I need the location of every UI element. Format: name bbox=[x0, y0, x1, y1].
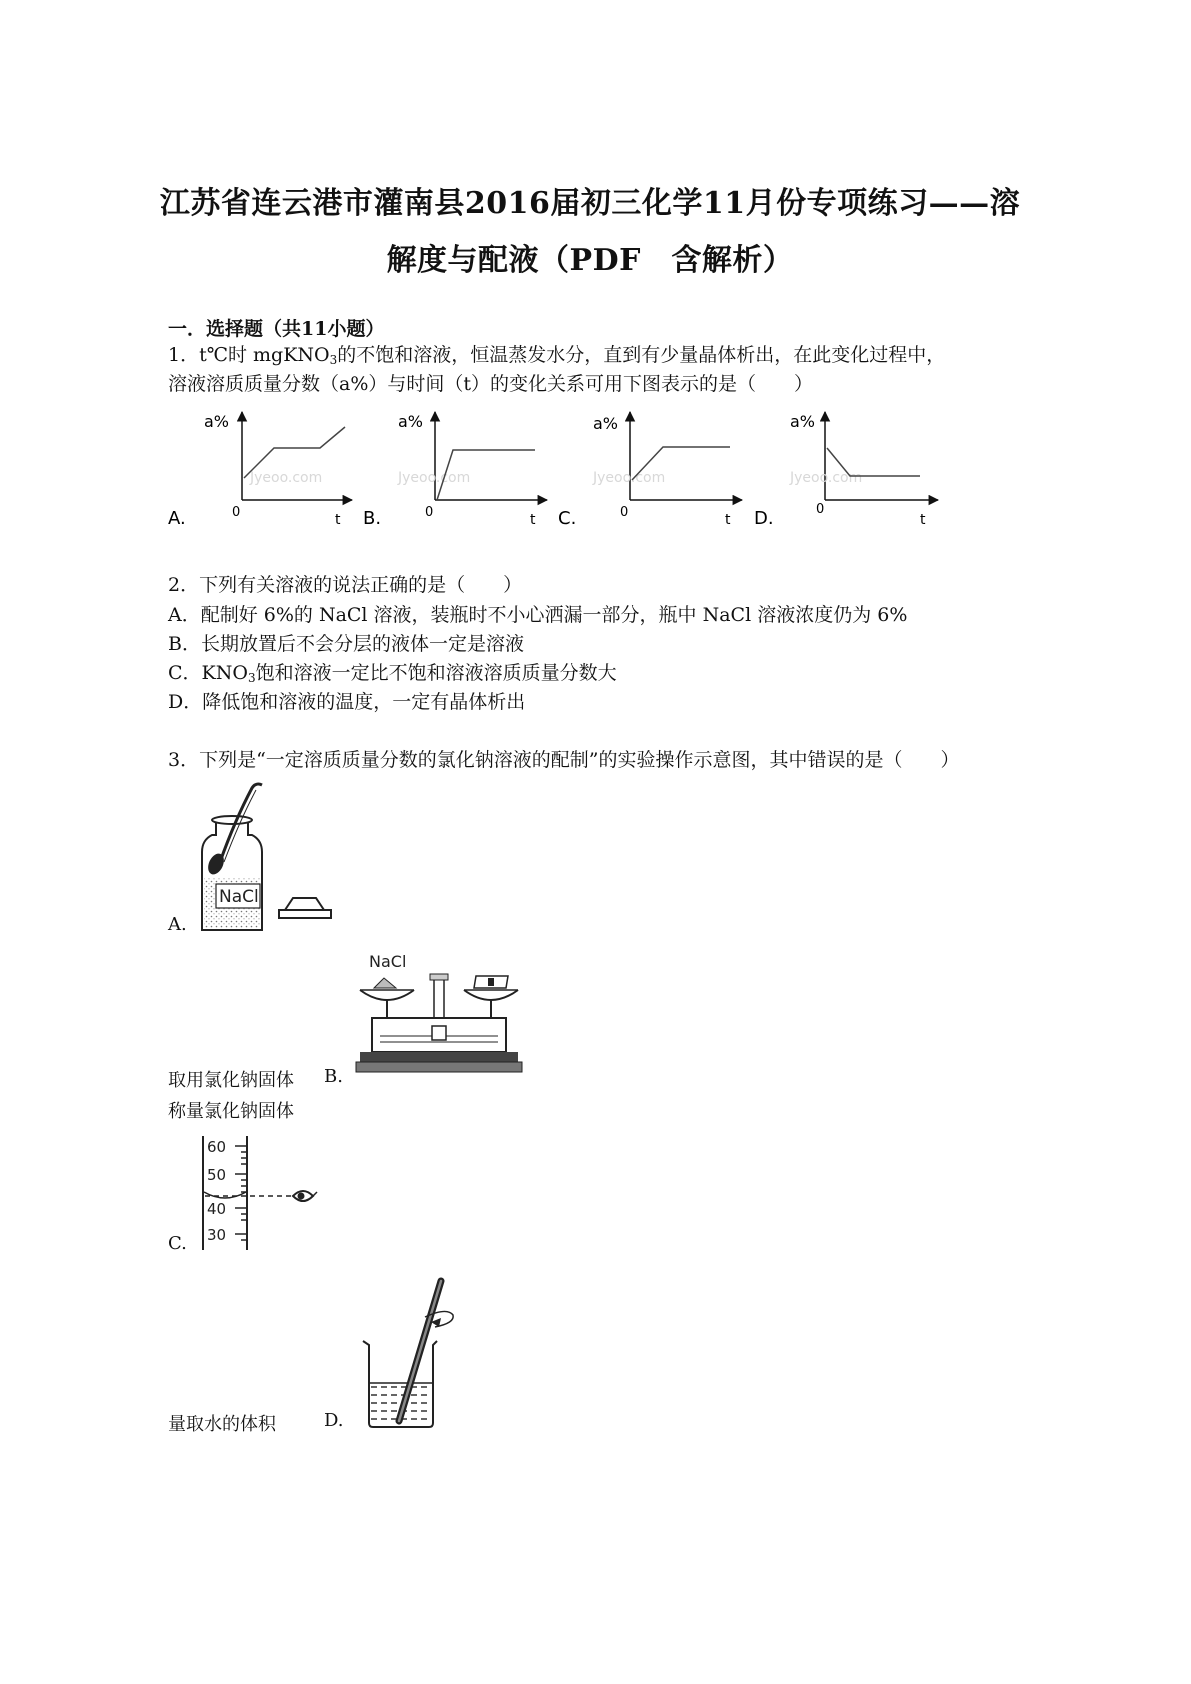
section-heading: 一．选择题（共11小题） bbox=[168, 318, 385, 340]
q1-graph-a-xlabel: t bbox=[335, 512, 341, 528]
q3-c-scale-30: 30 bbox=[207, 1226, 227, 1244]
q1-graph-d-ylabel: a% bbox=[790, 412, 816, 431]
q1-graph-a-origin: 0 bbox=[232, 505, 241, 520]
q1-graph-a-ylabel: a% bbox=[204, 412, 230, 431]
q3-b-balance-illustration bbox=[352, 950, 527, 1085]
q1-line1-sub: 3 bbox=[329, 353, 338, 367]
q1-graph-d bbox=[789, 412, 938, 528]
q3-b-caption: 称量氯化钠固体 bbox=[168, 1101, 294, 1122]
q1-option-a-label: A. bbox=[168, 508, 186, 529]
q1-graph-c-watermark: Jyeoo.com bbox=[593, 470, 666, 486]
q1-graph-d-origin: 0 bbox=[816, 502, 825, 517]
q1-graph-c bbox=[592, 412, 742, 528]
q3-c-cylinder-illustration bbox=[195, 1132, 325, 1254]
q1-graph-b-origin: 0 bbox=[425, 505, 434, 520]
q3-c-scale-50: 50 bbox=[207, 1166, 227, 1184]
q1-option-d-label: D. bbox=[754, 508, 774, 529]
q3-b-nacl-label: NaCl bbox=[369, 952, 407, 971]
q1-graph-c-origin: 0 bbox=[620, 505, 629, 520]
q1-line1-post: 的不饱和溶液，恒温蒸发水分，直到有少量晶体析出，在此变化过程中， bbox=[337, 344, 946, 366]
q2-stem: 2．下列有关溶液的说法正确的是（ ） bbox=[168, 574, 523, 596]
q3-option-d-label: D. bbox=[324, 1410, 344, 1431]
q1-graph-b bbox=[397, 412, 547, 528]
q1-graph-d-xlabel: t bbox=[920, 512, 926, 528]
q1-graph-a-watermark: Jyeoo.com bbox=[250, 470, 323, 486]
q3-d-beaker-illustration bbox=[355, 1275, 465, 1435]
q1-graphs bbox=[160, 400, 960, 535]
q1-option-b-label: B. bbox=[363, 508, 382, 529]
q1-graph-b-watermark: Jyeoo.com bbox=[398, 470, 471, 486]
q3-c-scale-60: 60 bbox=[207, 1138, 227, 1156]
q3-c-scale-40: 40 bbox=[207, 1200, 227, 1218]
q2-option-a: A．配制好 6%的 NaCl 溶液，装瓶时不小心洒漏一部分，瓶中 NaCl 溶液浓度仍为 6% bbox=[168, 604, 908, 626]
q3-a-jar-label: NaCl bbox=[219, 887, 259, 907]
q1-graph-a bbox=[204, 412, 352, 528]
q1-graph-c-ylabel: a% bbox=[593, 414, 619, 433]
eye-icon bbox=[293, 1191, 317, 1201]
q2-option-b: B．长期放置后不会分层的液体一定是溶液 bbox=[168, 633, 524, 655]
q2-option-c-sub: 3 bbox=[247, 671, 256, 685]
q1-graph-d-watermark: Jyeoo.com bbox=[790, 470, 863, 486]
q1-line1-pre: 1．t℃时 mgKNO bbox=[168, 344, 330, 366]
q1-graph-b-ylabel: a% bbox=[398, 412, 424, 431]
q3-a-bottle-illustration bbox=[190, 780, 340, 935]
q1-graph-c-xlabel: t bbox=[725, 512, 731, 528]
q2-option-c bbox=[168, 661, 617, 690]
q2-option-c-post: 饱和溶液一定比不饱和溶液溶质质量分数大 bbox=[255, 662, 617, 684]
q3-option-a-label: A. bbox=[168, 914, 187, 935]
q2-option-d: D．降低饱和溶液的温度，一定有晶体析出 bbox=[168, 691, 526, 713]
q3-a-caption: 取用氯化钠固体 bbox=[168, 1070, 294, 1091]
q1-line-1 bbox=[168, 343, 945, 372]
q3-option-c-label: C. bbox=[168, 1233, 187, 1254]
q1-graph-b-xlabel: t bbox=[530, 512, 536, 528]
title-line-1: 江苏省连云港市灌南县2016届初三化学11月份专项练习——溶 bbox=[159, 186, 1021, 221]
title-line-2: 解度与配液（PDF 含解析） bbox=[386, 243, 794, 278]
q2-option-c-pre: C．KNO bbox=[168, 662, 248, 684]
q1-line-2: 溶液溶质质量分数（a%）与时间（t）的变化关系可用下图表示的是（ ） bbox=[168, 373, 814, 395]
q1-option-c-label: C. bbox=[558, 508, 577, 529]
q3-option-b-label: B. bbox=[324, 1066, 343, 1087]
q3-stem: 3．下列是“一定溶质质量分数的氯化钠溶液的配制”的实验操作示意图，其中错误的是（ ） bbox=[168, 749, 960, 771]
q3-c-caption: 量取水的体积 bbox=[168, 1414, 276, 1435]
